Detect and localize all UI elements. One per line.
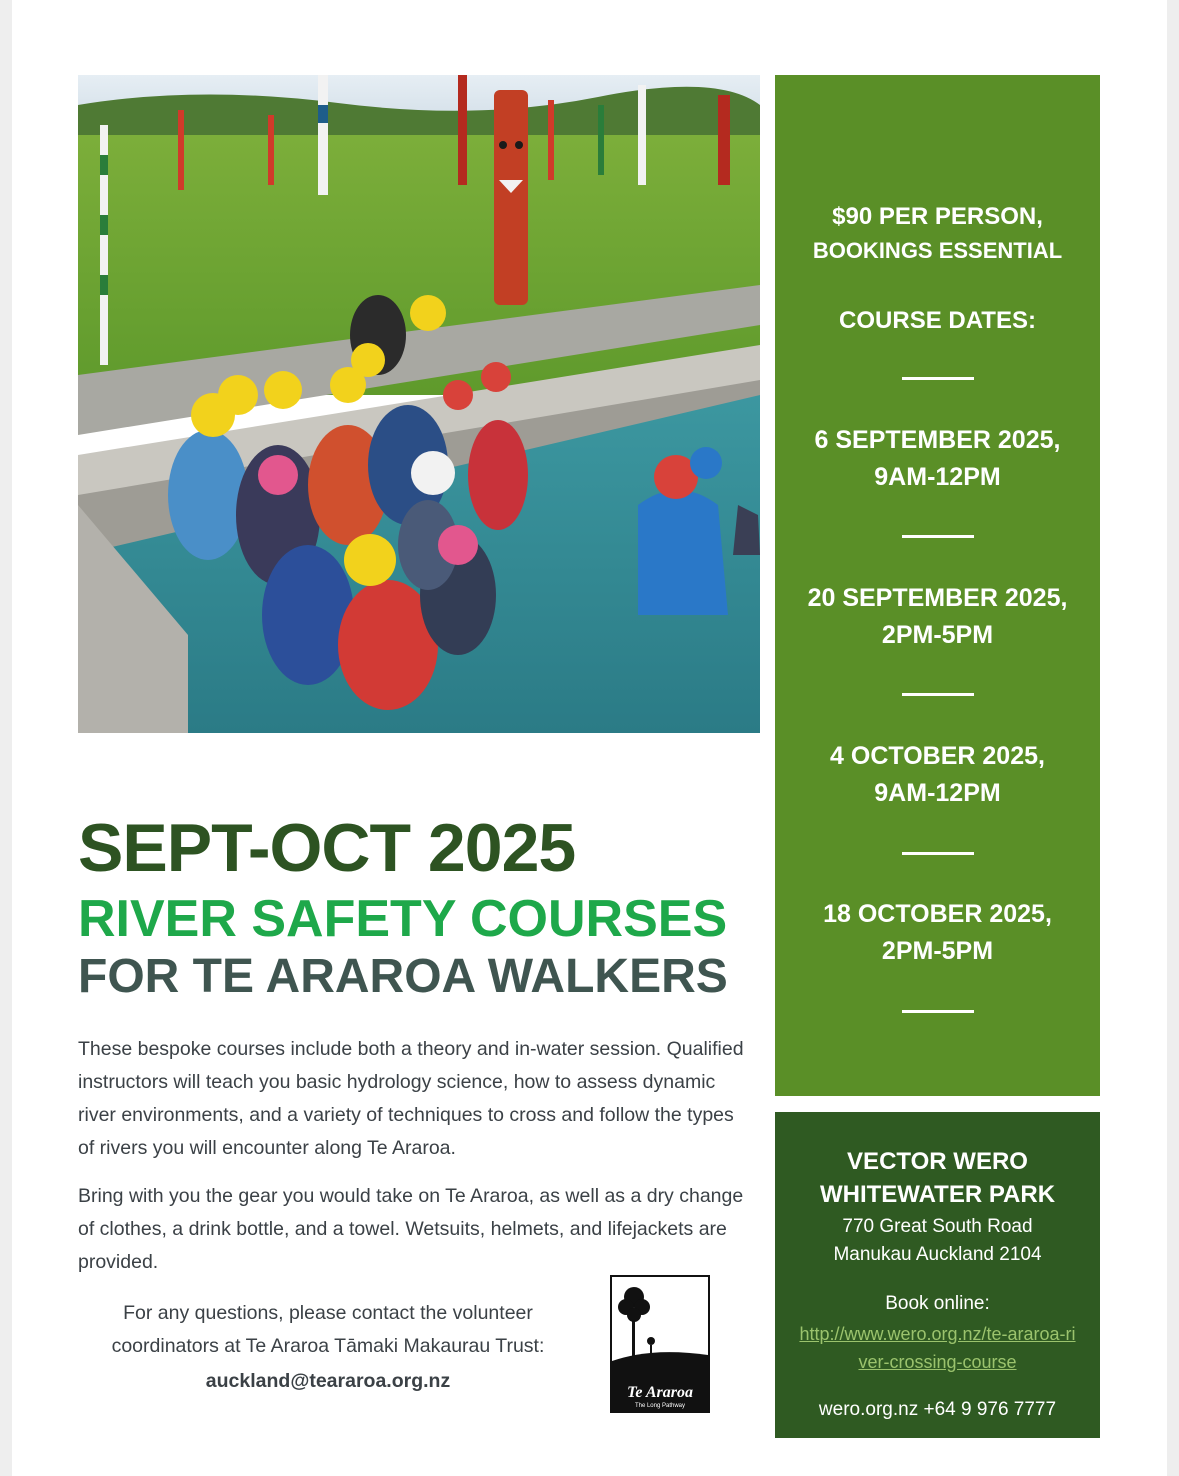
price-info xyxy=(775,200,1100,268)
divider xyxy=(902,1010,974,1013)
page-edge-left xyxy=(0,0,12,1476)
booking-link[interactable]: http://www.wero.org.nz/te-araroa-river-crossing-course xyxy=(799,1324,1076,1372)
course-date-item xyxy=(775,580,1100,654)
course-date: 18 OCTOBER 2025, xyxy=(823,900,1052,928)
address-line: Manukau Auckland 2104 xyxy=(833,1244,1042,1265)
course-date-item xyxy=(775,738,1100,812)
price-line: $90 PER PERSON, xyxy=(832,203,1043,230)
course-time: 2PM-5PM xyxy=(881,621,994,649)
course-date: 6 SEPTEMBER 2025, xyxy=(814,426,1061,454)
logo-tagline: The Long Pathway xyxy=(634,1403,686,1409)
bookings-line: BOOKINGS ESSENTIAL xyxy=(812,238,1063,263)
course-time: 9AM-12PM xyxy=(874,463,1001,491)
headline-dates: SEPT-OCT 2025 xyxy=(78,810,576,886)
course-date: 4 OCTOBER 2025, xyxy=(830,742,1045,770)
address-line: 770 Great South Road xyxy=(842,1216,1033,1237)
divider xyxy=(902,852,974,855)
divider xyxy=(902,377,974,380)
te-araroa-logo xyxy=(610,1275,710,1413)
venue-name xyxy=(775,1145,1100,1211)
venue-address xyxy=(775,1213,1100,1269)
venue-info-box xyxy=(775,1112,1100,1438)
divider xyxy=(902,693,974,696)
course-description: These bespoke courses include both a theory and in-water session. Qualified instructors will teach you basic hydrology science, how to assess dynamic river environments, and a variety of techniques to cross and follow the types of rivers you will encounter along Te Araroa. xyxy=(78,1038,744,1159)
contact-text: For any questions, please contact the volunteer coordinators at Te Araroa Tāmaki Makaurau Trust: xyxy=(111,1302,545,1357)
course-date-item xyxy=(775,896,1100,970)
course-info-panel xyxy=(775,75,1100,1096)
venue-contact: wero.org.nz +64 9 976 7777 xyxy=(818,1399,1057,1420)
course-time: 9AM-12PM xyxy=(874,779,1001,807)
course-photo xyxy=(78,75,760,733)
book-online-label: Book online: xyxy=(885,1293,990,1314)
logo-name: Te Araroa xyxy=(627,1384,693,1401)
course-time: 2PM-5PM xyxy=(881,937,994,965)
venue-name-line: WHITEWATER PARK xyxy=(819,1181,1056,1208)
headline-title: RIVER SAFETY COURSES xyxy=(78,890,728,948)
contact-email[interactable]: auckland@teararoa.org.nz xyxy=(205,1370,451,1392)
course-date: 20 SEPTEMBER 2025, xyxy=(807,584,1068,612)
divider xyxy=(902,535,974,538)
headline-subtitle: FOR TE ARAROA WALKERS xyxy=(78,950,728,1003)
course-dates-heading: COURSE DATES: xyxy=(839,307,1036,334)
gear-description: Bring with you the gear you would take on Te Araroa, as well as a dry change of clothes, a drink bottle, and a towel. Wetsuits, helmets, and lifejackets are provided. xyxy=(78,1185,744,1273)
venue-name-line: VECTOR WERO xyxy=(847,1148,1028,1175)
course-date-item xyxy=(775,422,1100,496)
page-edge-right xyxy=(1167,0,1179,1476)
contact-info xyxy=(78,1297,578,1398)
